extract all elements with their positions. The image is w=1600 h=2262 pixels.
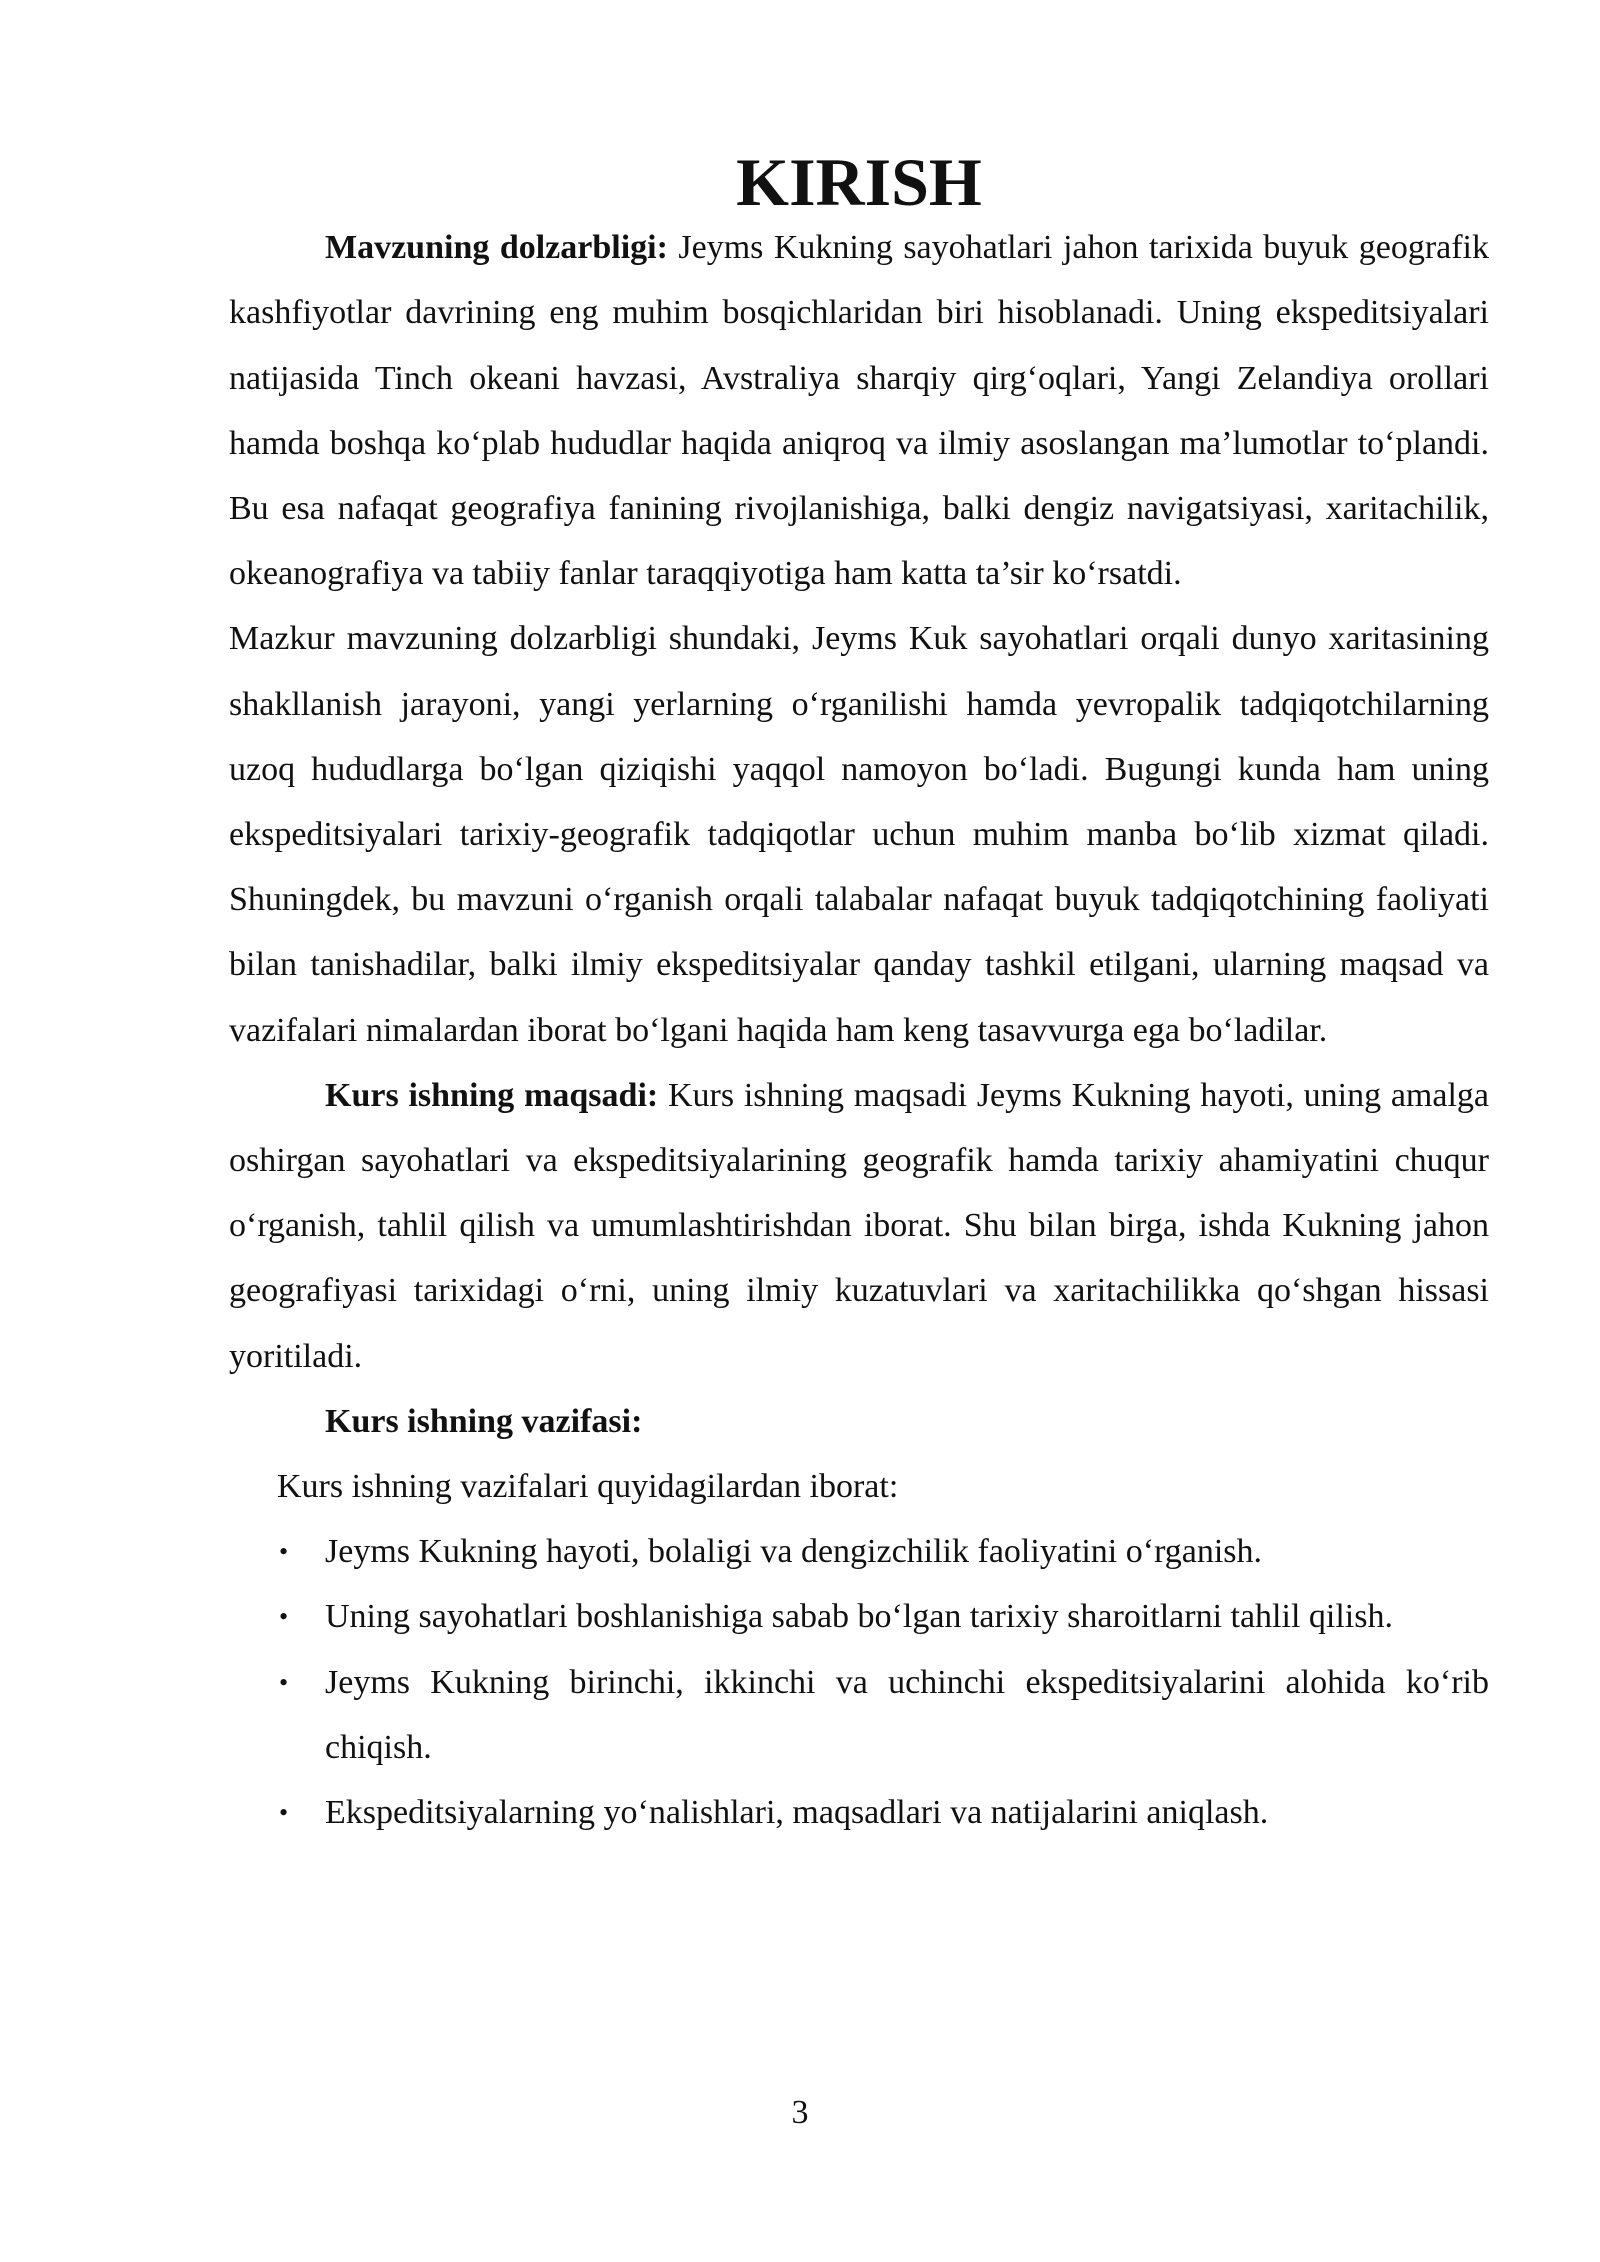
relevance-label: Mavzuning dolzarbligi: bbox=[325, 229, 668, 267]
relevance-paragraph bbox=[229, 215, 1489, 606]
page-number: 3 bbox=[791, 2094, 809, 2131]
bullet-icon: • bbox=[279, 1537, 289, 1567]
relevance-text: Jeyms Kukning sayohatlari jahon tarixida buyuk geografik kashfiyotlar davrining eng muhim bosqichlaridan biri hisoblanadi. Uning ekspeditsiyalari natijasida Tinch okeani havzasi, Avstraliya sharqiy qirg‘oqlari, Yangi Zelandiya orollari hamda boshqa ko‘plab hududlar haqida aniqroq va ilmiy asoslangan ma’lumotlar to‘plandi. Bu esa nafaqat geografiya fanining rivojlanishiga, balki dengiz navigatsiyasi, xaritachilik, okeanografiya va tabiiy fanlar taraqqiyotiga ham katta ta’sir ko‘rsatdi. bbox=[229, 229, 1489, 593]
tasks-list bbox=[229, 1519, 1489, 1845]
list-item-text: Ekspeditsiyalarning yo‘nalishlari, maqsadlari va natijalarini aniqlash. bbox=[325, 1794, 1269, 1832]
goal-paragraph bbox=[229, 1063, 1489, 1389]
bullet-icon: • bbox=[279, 1798, 289, 1828]
document-page bbox=[229, 144, 1490, 1845]
list-item-text: Jeyms Kukning birinchi, ikkinchi va uchinchi ekspeditsiyalarini alohida ko‘rib chiqish. bbox=[325, 1663, 1489, 1766]
list-item bbox=[229, 1650, 1489, 1780]
list-item bbox=[229, 1780, 1489, 1845]
list-item-text: Uning sayohatlari boshlanishiga sabab bo‘lgan tarixiy sharoitlarni tahlil qilish. bbox=[325, 1598, 1393, 1636]
bullet-icon: • bbox=[279, 1602, 289, 1632]
list-item bbox=[229, 1584, 1489, 1649]
section-title: KIRISH bbox=[736, 144, 982, 220]
list-item bbox=[229, 1519, 1489, 1584]
goal-label: Kurs ishning maqsadi: bbox=[325, 1076, 659, 1114]
tasks-heading: Kurs ishning vazifasi: bbox=[325, 1402, 643, 1440]
bullet-icon: • bbox=[279, 1667, 289, 1697]
goal-text: Kurs ishning maqsadi Jeyms Kukning hayoti, uning amalga oshirgan sayohatlari va ekspeditsiyalarining geografik hamda tarixiy ahamiyatini chuqur o‘rganish, tahlil qilish va umumlashtirishdan iborat. Shu bilan birga, ishda Kukning jahon geografiyasi tarixidagi o‘rni, uning ilmiy kuzatuvlari va xaritachilikka qo‘shgan hissasi yoritiladi. bbox=[229, 1076, 1490, 1375]
relevance-continuation-paragraph: Mazkur mavzuning dolzarbligi shundaki, Jeyms Kuk sayohatlari orqali dunyo xaritasining shakllanish jarayoni, yangi yerlarning o‘rganilishi hamda yevropalik tadqiqotchilarning uzoq hududlarga bo‘lgan qiziqishi yaqqol namoyon bo‘ladi. Bugungi kunda ham uning ekspeditsiyalari tarixiy-geografik tadqiqotlar uchun muhim manba bo‘lib xizmat qiladi. Shuningdek, bu mavzuni o‘rganish orqali talabalar nafaqat buyuk tadqiqotchining faoliyati bilan tanishadilar, balki ilmiy ekspeditsiyalar qanday tashkil etilgani, ularning maqsad va vazifalari nimalardan iborat bo‘lgani haqida ham keng tasavvurga ega bo‘ladilar. bbox=[229, 620, 1489, 1049]
tasks-lead: Kurs ishning vazifalari quyidagilardan iborat: bbox=[277, 1468, 899, 1506]
list-item-text: Jeyms Kukning hayoti, bolaligi va dengizchilik faoliyatini o‘rganish. bbox=[325, 1533, 1263, 1571]
